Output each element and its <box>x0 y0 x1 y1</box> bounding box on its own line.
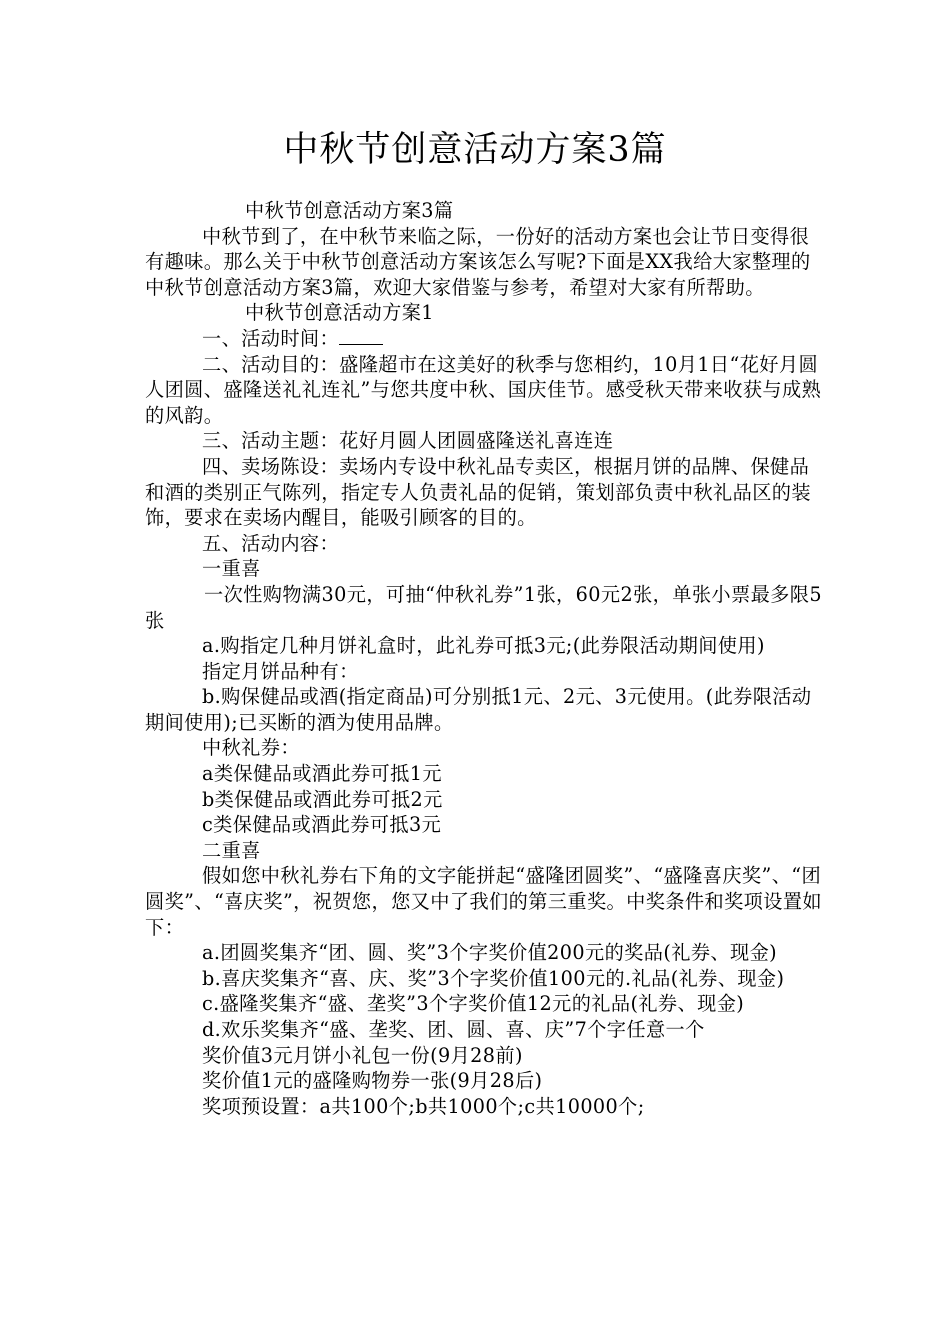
paragraph-p12 <box>145 659 823 685</box>
paragraph-text: a类保健品或酒此券可抵1元 <box>202 762 442 786</box>
paragraph-text: 二、活动目的：盛隆超市在这美好的秋季与您相约，10月1日“花好月圆人团圆、盛隆送礼礼连礼”与您共度中秋、国庆佳节。感受秋天带来收获与成熟的风韵。 <box>145 352 822 427</box>
paragraph-text: 中秋节创意活动方案3篇 <box>245 199 454 222</box>
paragraph-text: 奖价值3元月饼小礼包一份(9月28前) <box>202 1043 523 1067</box>
paragraph-p09 <box>145 556 823 582</box>
paragraph-p24 <box>145 1043 823 1069</box>
paragraph-p23 <box>145 1017 823 1043</box>
paragraph-p16 <box>145 787 823 813</box>
paragraph-text: c类保健品或酒此券可抵3元 <box>202 813 442 837</box>
paragraph-p01 <box>145 198 823 224</box>
paragraph-p05 <box>145 352 823 429</box>
paragraph-text: a.团圆奖集齐“团、圆、奖”3个字奖价值200元的奖品(礼券、现金) <box>202 941 778 965</box>
paragraph-text: 假如您中秋礼券右下角的文字能拼起“盛隆团圆奖”、“盛隆喜庆奖”、“团圆奖”、“喜庆奖”，祝贺您，您又中了我们的第三重奖。中奖条件和奖项设置如下： <box>145 864 823 939</box>
paragraph-p06 <box>145 428 823 454</box>
paragraph-p20 <box>145 940 823 966</box>
paragraph-text: d.欢乐奖集齐“盛、垄奖、团、圆、喜、庆”7个字任意一个 <box>202 1018 705 1041</box>
paragraph-text: c.盛隆奖集齐“盛、垄奖”3个字奖价值12元的礼品(礼券、现金) <box>202 992 745 1016</box>
paragraph-text: 一重喜 <box>202 557 261 581</box>
paragraph-p26 <box>145 1094 823 1120</box>
paragraph-p02 <box>145 224 823 301</box>
paragraph-p17 <box>145 812 823 838</box>
paragraph-text: b类保健品或酒此券可抵2元 <box>202 787 443 811</box>
paragraph-text: 一次性购物满30元，可抽“仲秋礼券”1张，60元2张，单张小票最多限5张 <box>145 582 822 632</box>
paragraph-text: 奖项预设置：a共100个;b共1000个;c共10000个; <box>202 1094 645 1118</box>
document-body <box>145 198 823 1119</box>
paragraph-text: b.购保健品或酒(指定商品)可分别抵1元、2元、3元使用。(此券限活动期间使用);已买断的酒为使用品牌。 <box>145 685 812 734</box>
paragraph-text: 中秋节到了，在中秋节来临之际，一份好的活动方案也会让节日变得很有趣味。那么关于中秋节创意活动方案该怎么写呢?下面是XX我给大家整理的中秋节创意活动方案3篇，欢迎大家借鉴与参考，希望对大家有所帮助。 <box>145 224 811 299</box>
fill-in-blank <box>339 326 383 345</box>
paragraph-p11 <box>145 633 823 659</box>
paragraph-text: 奖价值1元的盛隆购物券一张(9月28后) <box>202 1069 543 1093</box>
paragraph-p04 <box>145 326 823 352</box>
paragraph-p21 <box>145 966 823 992</box>
paragraph-text: 五、活动内容： <box>202 531 340 555</box>
paragraph-p18 <box>145 838 823 864</box>
paragraph-text: b.喜庆奖集齐“喜、庆、奖”3个字奖价值100元的.礼品(礼券、现金) <box>202 966 785 990</box>
paragraph-p13 <box>145 684 823 735</box>
paragraph-p07 <box>145 454 823 531</box>
paragraph-p19 <box>145 863 823 940</box>
paragraph-text: a.购指定几种月饼礼盒时，此礼券可抵3元;(此券限活动期间使用) <box>202 634 765 658</box>
paragraph-p03 <box>145 300 823 326</box>
paragraph-p08 <box>145 531 823 557</box>
paragraph-text: 中秋礼券： <box>202 736 300 760</box>
paragraph-text: 指定月饼品种有： <box>202 659 359 683</box>
paragraph-text: 三、活动主题：花好月圆人团圆盛隆送礼喜连连 <box>202 429 614 453</box>
paragraph-text: 中秋节创意活动方案1 <box>245 301 434 325</box>
paragraph-p15 <box>145 761 823 787</box>
paragraph-p14 <box>145 735 823 761</box>
paragraph-p10 <box>145 582 823 633</box>
paragraph-p22 <box>145 991 823 1017</box>
paragraph-text: 一、活动时间： <box>202 326 340 350</box>
paragraph-p25 <box>145 1068 823 1094</box>
paragraph-text: 四、卖场陈设：卖场内专设中秋礼品专卖区，根据月饼的品牌、保健品和酒的类别正气陈列，指定专人负责礼品的促销，策划部负责中秋礼品区的装饰，要求在卖场内醒目，能吸引顾客的目的。 <box>145 454 811 530</box>
document-title: 中秋节创意活动方案3篇 <box>283 130 667 170</box>
paragraph-text: 二重喜 <box>202 838 261 862</box>
